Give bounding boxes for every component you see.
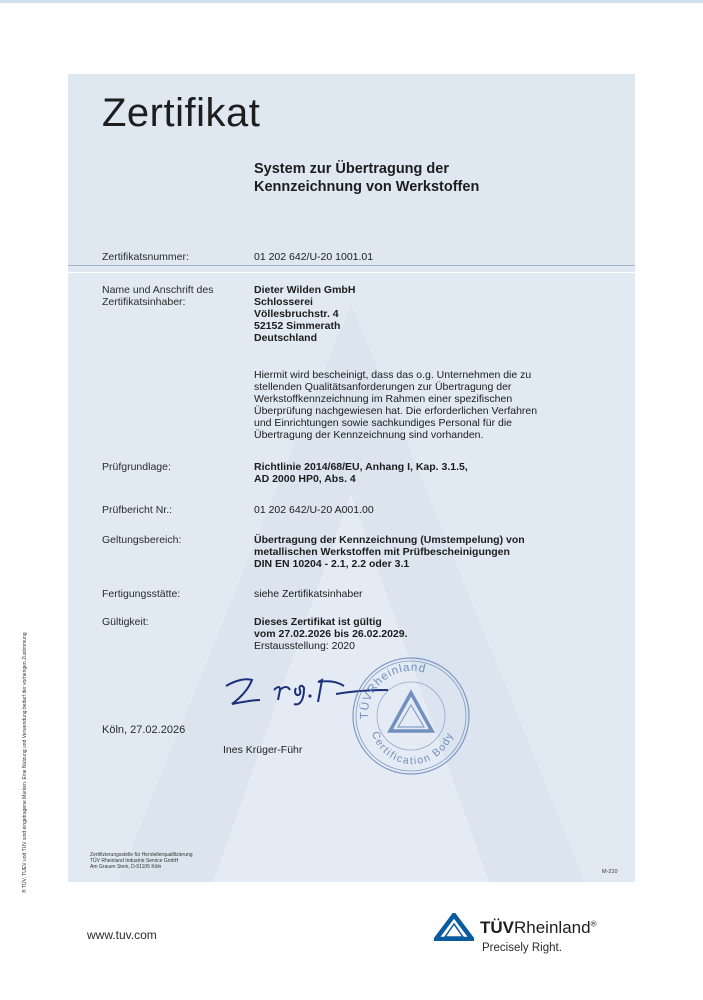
divider [68, 265, 635, 266]
site-value: siehe Zertifikatsinhaber [254, 588, 363, 600]
tuv-triangle-logo-icon [434, 913, 474, 941]
brand-tagline: Precisely Right. [482, 942, 562, 954]
svg-text:TÜVRheinland [359, 662, 428, 719]
brand-name: TÜVRheinland® [480, 918, 597, 937]
report-value: 01 202 642/U-20 A001.00 [254, 504, 374, 516]
first-issue: Erstausstellung: 2020 [254, 640, 355, 652]
number-value: 01 202 642/U-20 1001.01 [254, 251, 374, 263]
scope-label: Geltungsbereich: [102, 534, 182, 546]
svg-text:Certification Body [369, 730, 456, 767]
validity-label: Gültigkeit: [102, 616, 149, 628]
scope-value: Übertragung der Kennzeichnung (Umstempelung) von metallischen Werkstoffen mit Prüfbescheinigungen DIN EN 10204 - 2.1, 2.2 oder 3.1 [254, 534, 525, 570]
top-accent-line [0, 0, 703, 3]
brand-logo [434, 910, 644, 960]
page-title: Zertifikat [102, 91, 261, 135]
seal-bottom-text: Certification Body [368, 729, 456, 768]
statement-text: Hiermit wird bescheinigt, dass das o.g. Unternehmen die zu stellenden Qualitätsanforderungen zur Übertragung der Werkstoffkennzeichnung im Rahmen einer spezifischen Überprüfung nachgewiesen hat. Die erforderlichen Verfahren und Einrichtungen sowie sachkundiges Personal für die Übertragung der Kennzeichnung sind vorhanden. [254, 369, 538, 441]
report-label: Prüfbericht Nr.: [102, 504, 173, 516]
certificate-subtitle: System zur Übertragung der Kennzeichnung von Werkstoffen [254, 161, 480, 195]
validity-value: Dieses Zertifikat ist gültig vom 27.02.2026 bis 26.02.2029. Erstausstellung: 2020 [254, 616, 408, 652]
divider-light [68, 272, 635, 273]
holder-label: Name und Anschrift des Zertifikatsinhaber: [102, 284, 214, 308]
site-label: Fertigungsstätte: [102, 588, 181, 600]
signatory-name: Ines Krüger-Führ [223, 744, 303, 756]
website-link[interactable]: www.tuv.com [87, 928, 157, 942]
number-label: Zertifikatsnummer: [102, 251, 189, 263]
form-code: M-210 [602, 869, 618, 875]
certification-seal-icon [346, 651, 476, 781]
basis-label: Prüfgrundlage: [102, 461, 171, 473]
holder-address: Dieter Wilden GmbH Schlosserei Völlesbruchstr. 4 52152 Simmerath Deutschland [254, 284, 356, 344]
basis-value: Richtlinie 2014/68/EU, Anhang I, Kap. 3.1.5, AD 2000 HP0, Abs. 4 [254, 461, 468, 485]
seal-top-text: TÜVRheinland [358, 661, 428, 720]
place-date: Köln, 27.02.2026 [102, 724, 186, 736]
issuer-address: Zertifizierungsstelle für Herstellerqualifizierung TÜV Rheinland Industrie Service GmbH Am Grauen Stein, D-51105 Köln [90, 852, 193, 870]
trademark-note: ® TÜV, TUEV und TUV sind eingetragene Marken. Eine Nutzung und Verwendung bedarf der vorherigen Zustimmung [22, 632, 28, 893]
certificate-panel [68, 74, 635, 882]
